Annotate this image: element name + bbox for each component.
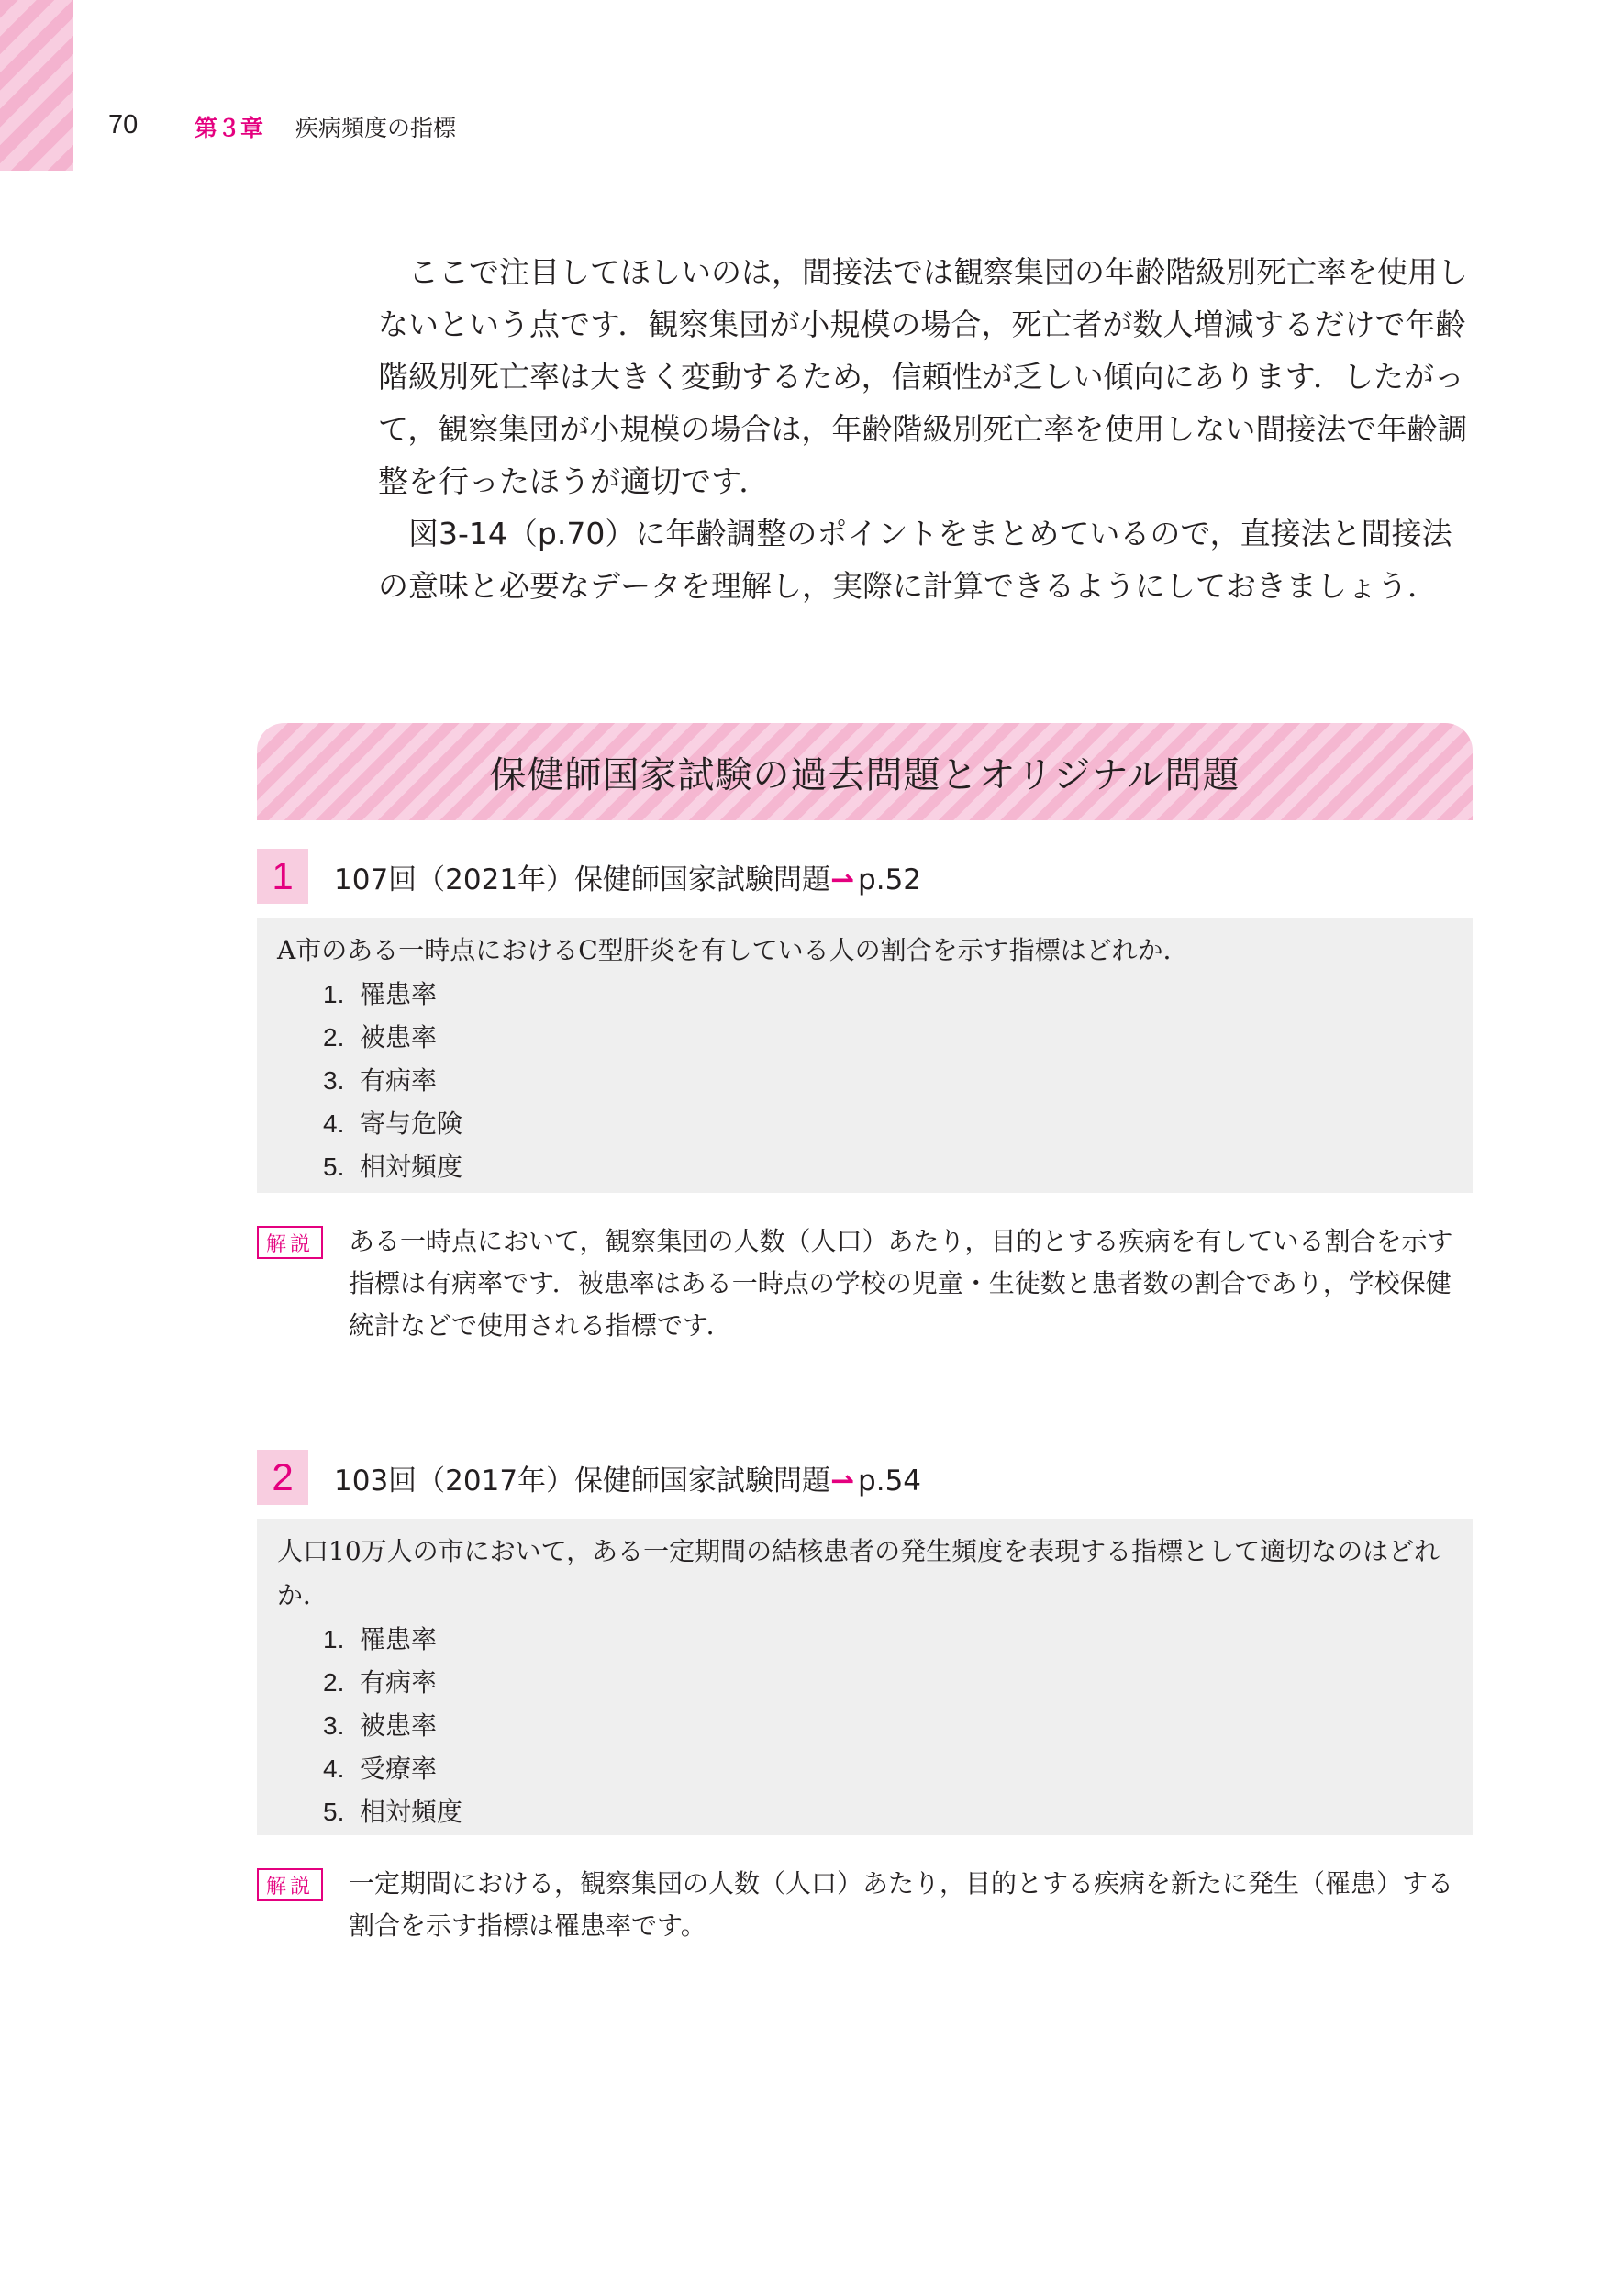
body-paragraph: ここで注目してほしいのは，間接法では観察集団の年齢階級別死亡率を使用しないという点です．観察集団が小規模の場合，死亡者が数人増減するだけで年齢階級別死亡率は大きく変動するため，信頼性が乏しい傾向にあります．したがって，観察集団が小規模の場合は，年齢階級別死亡率を使用しない間接法で年齢調整を行ったほうが適切です．	[378, 254, 1468, 499]
answer-option: 4. 寄与危険	[323, 1108, 463, 1139]
answer-options	[277, 1618, 1452, 1833]
question-title	[334, 856, 921, 897]
corner-decoration	[0, 0, 73, 171]
explanation-text: 一定期間における，観察集団の人数（人口）あたり，目的とする疾病を新たに発生（罹患）する割合を示す指標は罹患率です。	[349, 1868, 1454, 1941]
question-header	[257, 1450, 921, 1505]
answer-option: 2. 被患率	[323, 1022, 438, 1052]
question-number: 2	[257, 1450, 308, 1505]
answer-option: 1. 罹患率	[323, 1624, 438, 1654]
question-stem: A市のある一時点におけるC型肝炎を有している人の割合を示す指標はどれか．	[277, 935, 1189, 965]
chapter-label: 第３章	[195, 115, 264, 141]
question-stem: 人口10万人の市において，ある一定期間の結核患者の発生頻度を表現する指標として適切なのはどれか．	[277, 1536, 1440, 1610]
explanation	[257, 1863, 1473, 1947]
explanation-text: ある一時点において，観察集団の人数（人口）あたり，目的とする疾病を有している割合を示す指標は有病率です．被患率はある一時点の学校の児童・生徒数と患者数の割合であり，学校保健統計などで使用される指標です．	[349, 1226, 1453, 1341]
explanation-badge: 解説	[257, 1226, 323, 1259]
answer-option: 2. 有病率	[323, 1667, 438, 1698]
body-paragraph: 図3-14（p.70）に年齢調整のポイントをまとめているので，直接法と間接法の意味と必要なデータを理解し，実際に計算できるようにしておきましょう．	[378, 516, 1452, 604]
answer-option: 1. 罹患率	[323, 979, 438, 1009]
question-box	[257, 1519, 1473, 1835]
answer-option: 5. 相対頻度	[323, 1152, 463, 1182]
reference-arrow-icon: ⇀	[830, 863, 855, 896]
answer-option: 4. 受療率	[323, 1754, 438, 1784]
page-number: 70	[108, 110, 139, 139]
answer-option: 5. 相対頻度	[323, 1797, 463, 1827]
body-text	[378, 246, 1470, 612]
question-title-text: 103回（2017年）保健師国家試験問題	[334, 1464, 831, 1498]
chapter-title: 疾病頻度の指標	[295, 115, 457, 141]
question-title-text: 107回（2021年）保健師国家試験問題	[334, 863, 831, 896]
reference-arrow-icon: ⇀	[830, 1464, 855, 1498]
question-number: 1	[257, 849, 308, 904]
page-reference: p.54	[858, 1464, 922, 1498]
question-box	[257, 918, 1473, 1193]
question-header	[257, 849, 921, 904]
explanation	[257, 1220, 1473, 1347]
page-reference: p.52	[858, 863, 922, 896]
answer-option: 3. 被患率	[323, 1710, 438, 1741]
section-title: 保健師国家試験の過去問題とオリジナル問題	[489, 753, 1240, 796]
answer-option: 3. 有病率	[323, 1065, 438, 1096]
explanation-badge: 解説	[257, 1868, 323, 1901]
question-title	[334, 1457, 921, 1498]
answer-options	[277, 973, 1452, 1188]
section-banner	[257, 723, 1473, 820]
